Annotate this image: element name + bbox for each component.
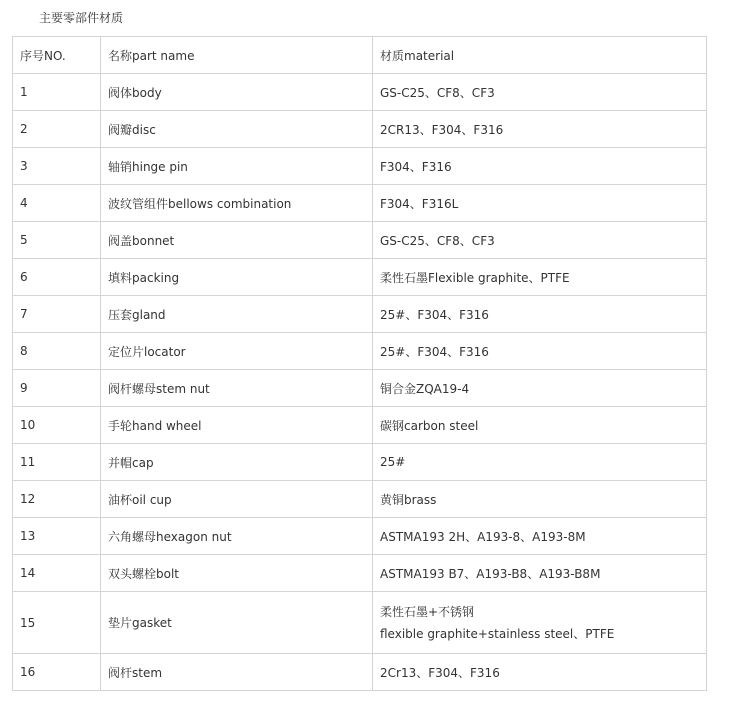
cell-part-name: 阀杆螺母stem nut <box>101 370 373 407</box>
table-row <box>13 370 707 407</box>
table-caption: 主要零部件材质 <box>39 11 124 25</box>
cell-part-name: 轴销hinge pin <box>101 148 373 185</box>
cell-material: 25#、F304、F316 <box>373 296 707 333</box>
cell-material: 25# <box>373 444 707 481</box>
table-row <box>13 111 707 148</box>
cell-no: 14 <box>13 555 101 592</box>
cell-no: 13 <box>13 518 101 555</box>
header-material: 材质material <box>373 37 707 74</box>
cell-material: ASTMA193 2H、A193-8、A193-8M <box>373 518 707 555</box>
cell-no: 3 <box>13 148 101 185</box>
cell-no: 2 <box>13 111 101 148</box>
cell-material: F304、F316L <box>373 185 707 222</box>
table-row <box>13 185 707 222</box>
cell-material: ASTMA193 B7、A193-B8、A193-B8M <box>373 555 707 592</box>
cell-part-name: 六角螺母hexagon nut <box>101 518 373 555</box>
cell-material: 碳钢carbon steel <box>373 407 707 444</box>
header-no: 序号NO. <box>13 37 101 74</box>
cell-material: 2Cr13、F304、F316 <box>373 654 707 691</box>
cell-no: 8 <box>13 333 101 370</box>
table-row <box>13 259 707 296</box>
table-row <box>13 555 707 592</box>
cell-part-name: 阀瓣disc <box>101 111 373 148</box>
cell-material: 铜合金ZQA19-4 <box>373 370 707 407</box>
cell-material: F304、F316 <box>373 148 707 185</box>
table-row <box>13 518 707 555</box>
cell-no: 4 <box>13 185 101 222</box>
cell-no: 12 <box>13 481 101 518</box>
table-row <box>13 444 707 481</box>
cell-no: 7 <box>13 296 101 333</box>
table-row <box>13 333 707 370</box>
cell-part-name: 手轮hand wheel <box>101 407 373 444</box>
cell-material: GS-C25、CF8、CF3 <box>373 222 707 259</box>
cell-material-line-1: 柔性石墨+不锈钢 <box>380 604 475 619</box>
table-row <box>13 148 707 185</box>
table-row <box>13 481 707 518</box>
cell-part-name: 阀体body <box>101 74 373 111</box>
cell-material <box>373 592 707 654</box>
cell-part-name: 垫片gasket <box>101 592 373 654</box>
cell-part-name: 油杯oil cup <box>101 481 373 518</box>
cell-part-name: 压套gland <box>101 296 373 333</box>
cell-no: 6 <box>13 259 101 296</box>
cell-no: 11 <box>13 444 101 481</box>
table-row <box>13 74 707 111</box>
parts-material-table <box>12 36 707 691</box>
cell-part-name: 双头螺栓bolt <box>101 555 373 592</box>
cell-no: 15 <box>13 592 101 654</box>
cell-material: 2CR13、F304、F316 <box>373 111 707 148</box>
cell-part-name: 阀杆stem <box>101 654 373 691</box>
table-row <box>13 407 707 444</box>
cell-no: 10 <box>13 407 101 444</box>
table-row <box>13 592 707 654</box>
cell-part-name: 并帽cap <box>101 444 373 481</box>
cell-material: 黄铜brass <box>373 481 707 518</box>
header-part-name: 名称part name <box>101 37 373 74</box>
cell-material-line-2: flexible graphite+stainless steel、PTFE <box>380 626 615 641</box>
cell-no: 1 <box>13 74 101 111</box>
cell-part-name: 波纹管组件bellows combination <box>101 185 373 222</box>
cell-part-name: 定位片locator <box>101 333 373 370</box>
cell-material: 25#、F304、F316 <box>373 333 707 370</box>
table-row <box>13 222 707 259</box>
cell-material: 柔性石墨Flexible graphite、PTFE <box>373 259 707 296</box>
cell-no: 16 <box>13 654 101 691</box>
cell-part-name: 阀盖bonnet <box>101 222 373 259</box>
cell-part-name: 填料packing <box>101 259 373 296</box>
cell-material: GS-C25、CF8、CF3 <box>373 74 707 111</box>
cell-no: 5 <box>13 222 101 259</box>
table-row <box>13 654 707 691</box>
header-row <box>13 37 707 74</box>
cell-no: 9 <box>13 370 101 407</box>
table-row <box>13 296 707 333</box>
